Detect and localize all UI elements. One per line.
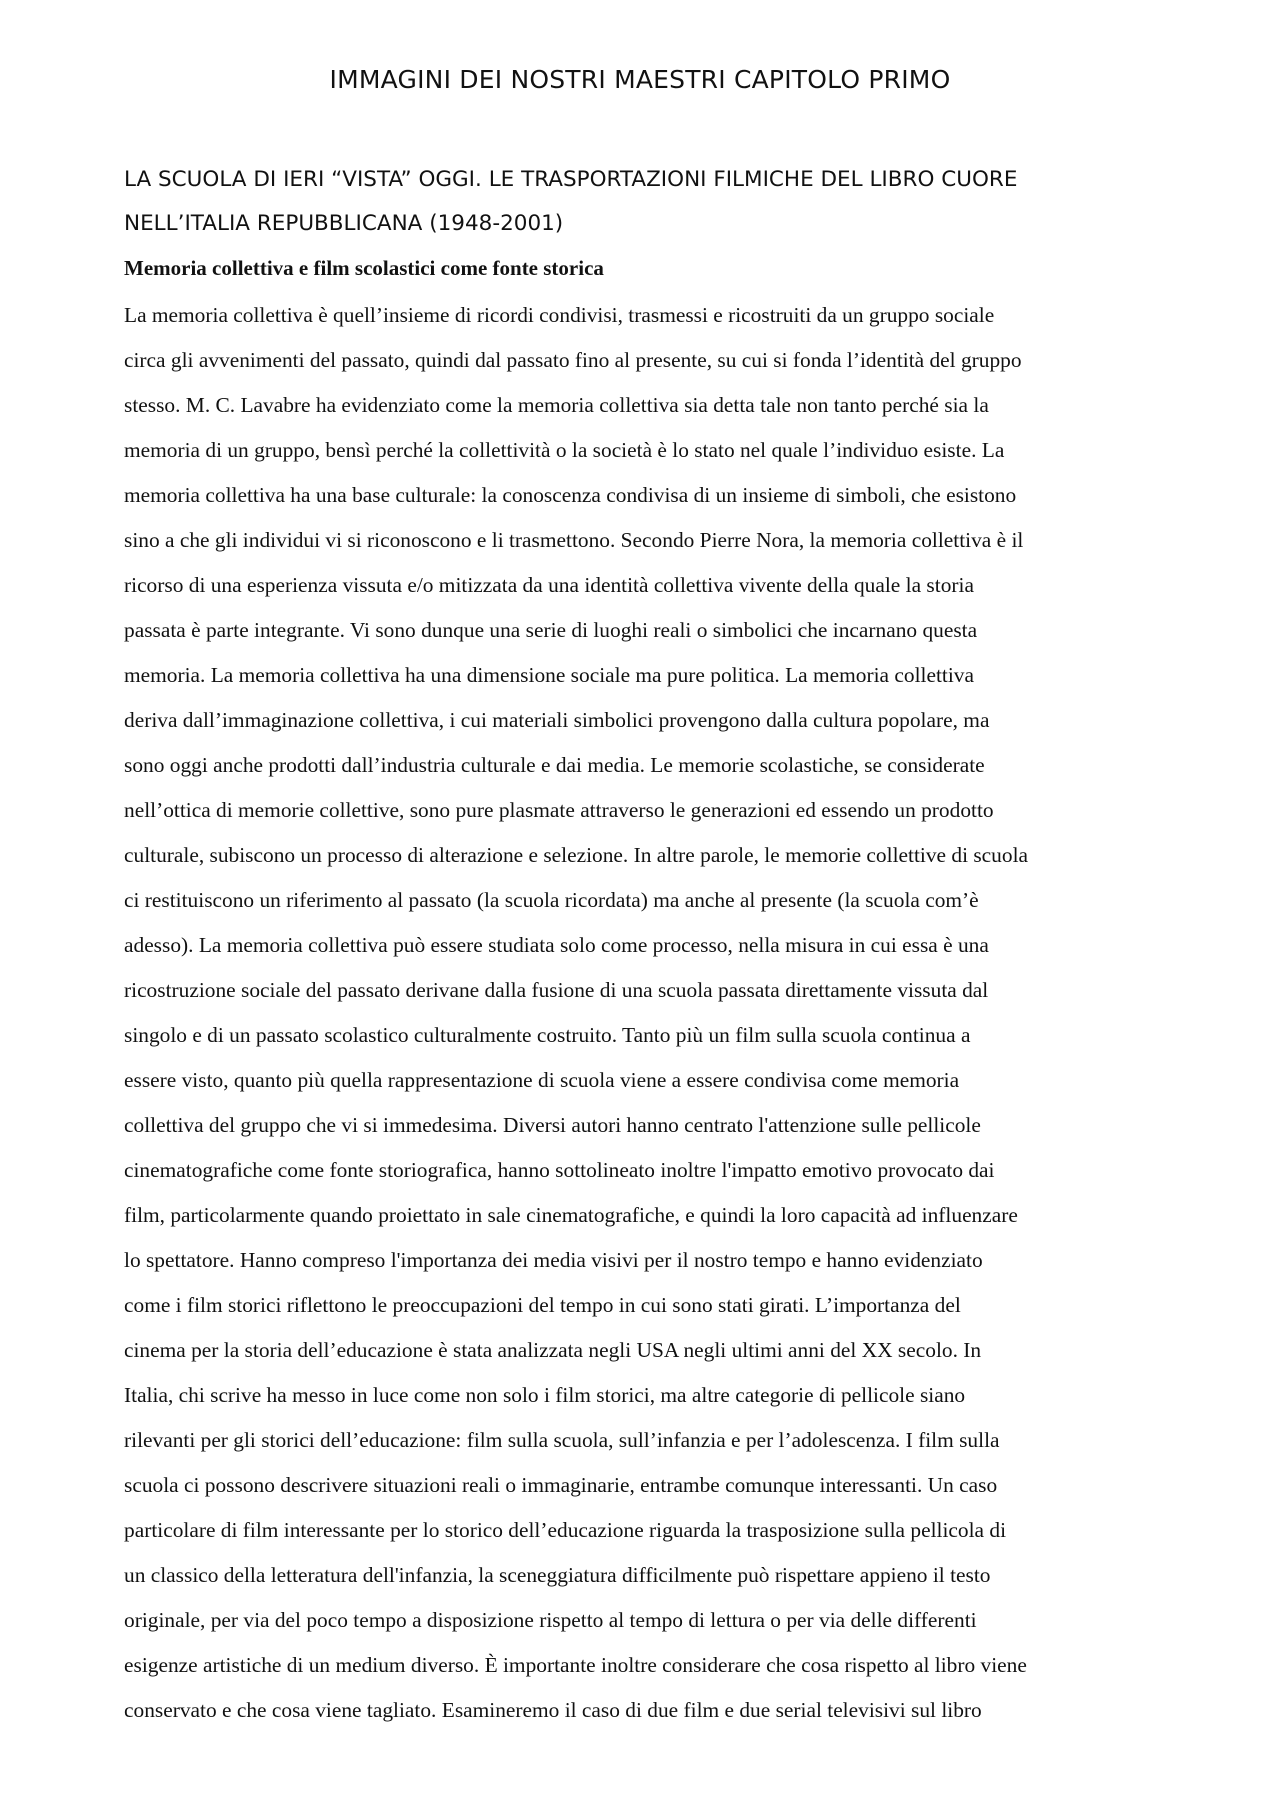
body-text-line: collettiva del gruppo che vi si immedesima. Diversi autori hanno centrato l'attenzione sulle pellicole xyxy=(124,1113,981,1137)
body-text-line: sono oggi anche prodotti dall’industria culturale e dai media. Le memorie scolastiche, se considerate xyxy=(124,753,985,777)
body-text-line: cinema per la storia dell’educazione è stata analizzata negli USA negli ultimi anni del XX secolo. In xyxy=(124,1338,982,1362)
body-text-line: memoria collettiva ha una base culturale: la conoscenza condivisa di un insieme di simboli, che esistono xyxy=(124,483,1017,507)
body-text-line: sino a che gli individui vi si riconoscono e li trasmettono. Secondo Pierre Nora, la memoria collettiva è il xyxy=(124,528,1024,552)
body-text-line: ricorso di una esperienza vissuta e/o mitizzata da una identità collettiva vivente della quale la storia xyxy=(124,573,974,597)
body-text-line: La memoria collettiva è quell’insieme di ricordi condivisi, trasmessi e ricostruiti da un gruppo sociale xyxy=(124,303,995,327)
body-text-line: conservato e che cosa viene tagliato. Esamineremo il caso di due film e due serial televisivi sul libro xyxy=(124,1698,982,1722)
body-text-line: originale, per via del poco tempo a disposizione rispetto al tempo di lettura o per via delle differenti xyxy=(124,1608,977,1632)
body-text-line: particolare di film interessante per lo storico dell’educazione riguarda la trasposizione sulla pellicola di xyxy=(124,1518,1007,1542)
body-text-line: lo spettatore. Hanno compreso l'importanza dei media visivi per il nostro tempo e hanno evidenziato xyxy=(124,1248,983,1272)
subtitle-line: LA SCUOLA DI IERI “VISTA” OGGI. LE TRASPORTAZIONI FILMICHE DEL LIBRO CUORE xyxy=(124,167,1018,192)
body-text-line: scuola ci possono descrivere situazioni reali o immaginarie, entrambe comunque interessanti. Un caso xyxy=(124,1473,998,1497)
body-text-line: ci restituiscono un riferimento al passato (la scuola ricordata) ma anche al presente (la scuola com’è xyxy=(124,888,979,912)
body-text-line: memoria. La memoria collettiva ha una dimensione sociale ma pure politica. La memoria collettiva xyxy=(124,663,974,687)
body-paragraph xyxy=(124,293,1174,1733)
body-text-line: ricostruzione sociale del passato derivane dalla fusione di una scuola passata direttamente vissuta dal xyxy=(124,978,989,1002)
body-text-line: essere visto, quanto più quella rappresentazione di scuola viene a essere condivisa come memoria xyxy=(124,1068,960,1092)
body-text-line: memoria di un gruppo, bensì perché la collettività o la società è lo stato nel quale l’individuo esiste. La xyxy=(124,438,1005,462)
body-text-line: esigenze artistiche di un medium diverso. È importante inoltre considerare che cosa rispetto al libro viene xyxy=(124,1653,1027,1677)
section-heading: Memoria collettiva e film scolastici come fonte storica xyxy=(124,256,604,280)
body-text-line: stesso. M. C. Lavabre ha evidenziato come la memoria collettiva sia detta tale non tanto perché sia la xyxy=(124,393,989,417)
body-text-line: circa gli avvenimenti del passato, quindi dal passato fino al presente, su cui si fonda l’identità del gruppo xyxy=(124,348,1022,372)
body-text-line: culturale, subiscono un processo di alterazione e selezione. In altre parole, le memorie collettive di scuola xyxy=(124,843,1029,867)
body-text-line: passata è parte integrante. Vi sono dunque una serie di luoghi reali o simbolici che incarnano questa xyxy=(124,618,978,642)
body-text-line: Italia, chi scrive ha messo in luce come non solo i film storici, ma altre categorie di pellicole siano xyxy=(124,1383,966,1407)
chapter-subtitle xyxy=(124,158,1174,246)
subtitle-line: NELL’ITALIA REPUBBLICANA (1948-2001) xyxy=(124,211,564,236)
page-title: IMMAGINI DEI NOSTRI MAESTRI CAPITOLO PRIMO xyxy=(329,65,951,94)
body-text-line: cinematografiche come fonte storiografica, hanno sottolineato inoltre l'impatto emotivo provocato dai xyxy=(124,1158,995,1182)
body-text-line: film, particolarmente quando proiettato in sale cinematografiche, e quindi la loro capacità ad influenzare xyxy=(124,1203,1018,1227)
body-text-line: un classico della letteratura dell'infanzia, la sceneggiatura difficilmente può rispettare appieno il testo xyxy=(124,1563,991,1587)
body-text-line: singolo e di un passato scolastico culturalmente costruito. Tanto più un film sulla scuola continua a xyxy=(124,1023,971,1047)
body-text-line: adesso). La memoria collettiva può essere studiata solo come processo, nella misura in cui essa è una xyxy=(124,933,989,957)
body-text-line: rilevanti per gli storici dell’educazione: film sulla scuola, sull’infanzia e per l’adolescenza. I film sulla xyxy=(124,1428,1000,1452)
body-text-line: deriva dall’immaginazione collettiva, i cui materiali simbolici provengono dalla cultura popolare, ma xyxy=(124,708,990,732)
body-text-line: nell’ottica di memorie collettive, sono pure plasmate attraverso le generazioni ed essendo un prodotto xyxy=(124,798,994,822)
body-text-line: come i film storici riflettono le preoccupazioni del tempo in cui sono stati girati. L’importanza del xyxy=(124,1293,961,1317)
